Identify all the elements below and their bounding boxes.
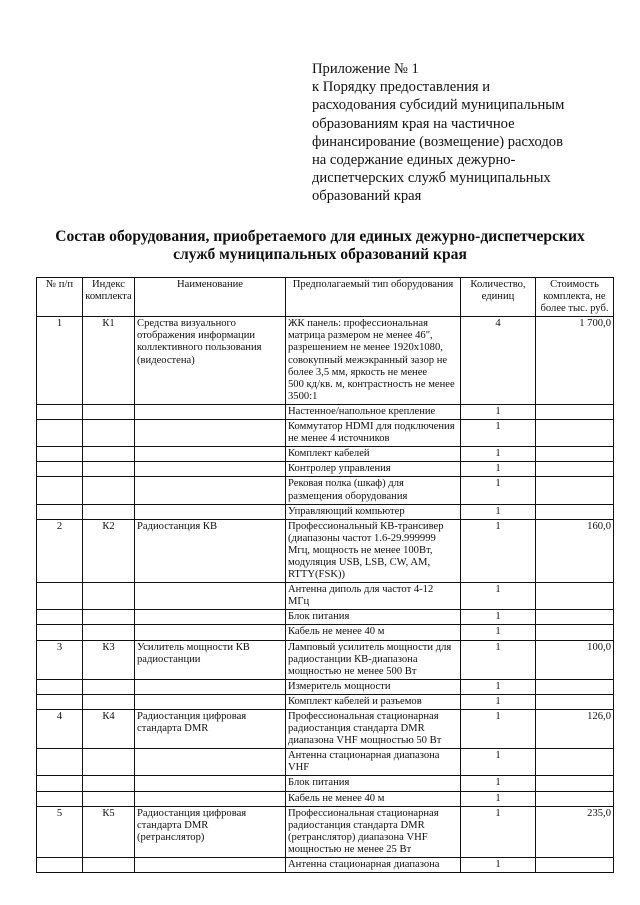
equipment-type: Кабель не менее 40 м [286, 791, 461, 806]
appendix-line: Приложение № 1 [312, 61, 419, 77]
set-name: Средства визуального отображения информации коллективного пользования (видеостена) [135, 317, 286, 405]
set-index-spacer [83, 504, 135, 519]
set-index-spacer [83, 694, 135, 709]
table-row [37, 447, 614, 462]
set-name-spacer [135, 462, 286, 477]
appendix-line: образованиям края на частичное [312, 115, 515, 132]
equipment-type: ЖК панель: профессиональная матрица размером не менее 46", разрешением не менее 1920х1080, совокупный межэкранный зазор не более 3,5 мм, яркость не менее 500 кд/кв. м, контрастность не менее 3500:1 [286, 317, 461, 405]
equipment-type: Кабель не менее 40 м [286, 625, 461, 640]
equipment-qty: 1 [461, 519, 536, 582]
set-cost-spacer [536, 625, 614, 640]
equipment-type: Антенна диполь для частот 4-12 МГц [286, 583, 461, 610]
set-number: 5 [37, 806, 83, 857]
set-index-spacer [83, 404, 135, 419]
set-name: Усилитель мощности КВ радиостанции [135, 640, 286, 679]
set-cost-spacer [536, 420, 614, 447]
set-cost-spacer [536, 477, 614, 504]
set-number-spacer [37, 679, 83, 694]
set-name-spacer [135, 477, 286, 504]
set-cost: 126,0 [536, 710, 614, 749]
table-row [37, 420, 614, 447]
equipment-type: Настенное/напольное крепление [286, 404, 461, 419]
table-body [37, 317, 614, 873]
set-number: 2 [37, 519, 83, 582]
header-num: № п/п [37, 278, 83, 317]
set-cost-spacer [536, 776, 614, 791]
set-index: К1 [83, 317, 135, 405]
table-row [37, 679, 614, 694]
set-cost-spacer [536, 583, 614, 610]
set-cost-spacer [536, 447, 614, 462]
equipment-type: Профессиональная стационарная радиостанция стандарта DMR (ретранслятор) диапазона VHF мощностью не менее 25 Вт [286, 806, 461, 857]
equipment-qty: 1 [461, 710, 536, 749]
table-header-row [37, 278, 614, 317]
set-cost: 160,0 [536, 519, 614, 582]
set-cost-spacer [536, 694, 614, 709]
set-number: 1 [37, 317, 83, 405]
table-row [37, 640, 614, 679]
equipment-qty: 1 [461, 625, 536, 640]
equipment-qty: 1 [461, 504, 536, 519]
appendix-line: диспетчерских служб муниципальных [312, 170, 551, 187]
set-cost-spacer [536, 791, 614, 806]
header-index: Индекс комплекта [83, 278, 135, 317]
set-name-spacer [135, 610, 286, 625]
appendix-line: финансирование (возмещение) расходов [312, 133, 563, 150]
equipment-type: Комплект кабелей [286, 447, 461, 462]
set-number-spacer [37, 694, 83, 709]
appendix-line: образований края [312, 188, 422, 205]
header-type: Предполагаемый тип оборудования [286, 278, 461, 317]
equipment-qty: 1 [461, 776, 536, 791]
set-index-spacer [83, 583, 135, 610]
set-cost-spacer [536, 749, 614, 776]
appendix-line: к Порядку предоставления и [312, 79, 491, 96]
equipment-qty: 1 [461, 749, 536, 776]
table-row [37, 404, 614, 419]
set-number-spacer [37, 583, 83, 610]
equipment-qty: 1 [461, 694, 536, 709]
set-name-spacer [135, 583, 286, 610]
set-number-spacer [37, 447, 83, 462]
set-name-spacer [135, 420, 286, 447]
table-row [37, 806, 614, 857]
set-index: К5 [83, 806, 135, 857]
set-number-spacer [37, 462, 83, 477]
set-name-spacer [135, 749, 286, 776]
set-index-spacer [83, 858, 135, 873]
table-row [37, 625, 614, 640]
equipment-type: Блок питания [286, 776, 461, 791]
equipment-type: Блок питания [286, 610, 461, 625]
equipment-qty: 1 [461, 583, 536, 610]
set-index: К4 [83, 710, 135, 749]
set-index-spacer [83, 749, 135, 776]
table-row [37, 317, 614, 405]
set-number: 3 [37, 640, 83, 679]
set-number-spacer [37, 610, 83, 625]
set-cost-spacer [536, 858, 614, 873]
set-cost-spacer [536, 404, 614, 419]
header-cost: Стоимость комплекта, не более тыс. руб. [536, 278, 614, 317]
equipment-qty: 1 [461, 791, 536, 806]
equipment-qty: 1 [461, 806, 536, 857]
equipment-type: Антенна стационарная диапазона VHF [286, 749, 461, 776]
equipment-type: Контролер управления [286, 462, 461, 477]
set-cost: 100,0 [536, 640, 614, 679]
equipment-table [36, 277, 614, 873]
equipment-qty: 1 [461, 610, 536, 625]
equipment-qty: 1 [461, 858, 536, 873]
set-cost-spacer [536, 610, 614, 625]
set-cost-spacer [536, 462, 614, 477]
header-qty: Количество, единиц [461, 278, 536, 317]
table-row [37, 519, 614, 582]
appendix-line: на содержание единых дежурно- [312, 152, 516, 169]
set-number-spacer [37, 477, 83, 504]
set-index-spacer [83, 477, 135, 504]
set-index-spacer [83, 610, 135, 625]
set-index-spacer [83, 462, 135, 477]
table-row [37, 583, 614, 610]
equipment-type: Профессиональный КВ-трансивер (диапазоны частот 1.6-29.999999 Мгц, мощность не менее 100Вт, модуляция USB, LSB, CW, AM, RTTY(FSK)) [286, 519, 461, 582]
set-number-spacer [37, 504, 83, 519]
set-cost: 235,0 [536, 806, 614, 857]
set-cost-spacer [536, 679, 614, 694]
set-index-spacer [83, 776, 135, 791]
set-number-spacer [37, 749, 83, 776]
table-row [37, 694, 614, 709]
set-name: Радиостанция цифровая стандарта DMR [135, 710, 286, 749]
header-name: Наименование [135, 278, 286, 317]
set-cost: 1 700,0 [536, 317, 614, 405]
equipment-qty: 4 [461, 317, 536, 405]
set-name-spacer [135, 694, 286, 709]
equipment-type: Комплект кабелей и разъемов [286, 694, 461, 709]
set-index: К3 [83, 640, 135, 679]
set-index-spacer [83, 679, 135, 694]
equipment-type: Профессиональная стационарная радиостанция стандарта DMR диапазона VHF мощностью 50 Вт [286, 710, 461, 749]
table-row [37, 504, 614, 519]
table-row [37, 858, 614, 873]
equipment-qty: 1 [461, 477, 536, 504]
equipment-type: Антенна стационарная диапазона [286, 858, 461, 873]
set-number-spacer [37, 625, 83, 640]
table-row [37, 462, 614, 477]
set-number-spacer [37, 776, 83, 791]
set-name-spacer [135, 679, 286, 694]
set-name: Радиостанция цифровая стандарта DMR (ретранслятор) [135, 806, 286, 857]
set-index-spacer [83, 420, 135, 447]
title-line-1: Состав оборудования, приобретаемого для единых дежурно-диспетчерских [55, 228, 585, 245]
equipment-qty: 1 [461, 640, 536, 679]
table-row [37, 791, 614, 806]
table-row [37, 776, 614, 791]
equipment-type: Измеритель мощности [286, 679, 461, 694]
equipment-type: Коммутатор HDMI для подключения не менее 4 источников [286, 420, 461, 447]
equipment-qty: 1 [461, 447, 536, 462]
set-name-spacer [135, 791, 286, 806]
set-cost-spacer [536, 504, 614, 519]
set-index: К2 [83, 519, 135, 582]
equipment-type: Рековая полка (шкаф) для размещения оборудования [286, 477, 461, 504]
set-name-spacer [135, 404, 286, 419]
equipment-type: Ламповый усилитель мощности для радиостанции КВ-диапазона мощностью не менее 500 Вт [286, 640, 461, 679]
set-name-spacer [135, 447, 286, 462]
set-name-spacer [135, 625, 286, 640]
set-index-spacer [83, 447, 135, 462]
set-number-spacer [37, 858, 83, 873]
equipment-qty: 1 [461, 462, 536, 477]
set-number-spacer [37, 791, 83, 806]
set-index-spacer [83, 625, 135, 640]
set-name-spacer [135, 858, 286, 873]
set-number-spacer [37, 420, 83, 447]
equipment-type: Управляющий компьютер [286, 504, 461, 519]
set-number-spacer [37, 404, 83, 419]
table-row [37, 610, 614, 625]
table-row [37, 477, 614, 504]
set-index-spacer [83, 791, 135, 806]
table-row [37, 710, 614, 749]
set-name: Радиостанция КВ [135, 519, 286, 582]
title-line-2: служб муниципальных образований края [173, 246, 467, 263]
set-number: 4 [37, 710, 83, 749]
equipment-qty: 1 [461, 420, 536, 447]
equipment-qty: 1 [461, 404, 536, 419]
table-row [37, 749, 614, 776]
document-title [0, 228, 640, 264]
appendix-header [312, 60, 622, 206]
set-name-spacer [135, 504, 286, 519]
equipment-qty: 1 [461, 679, 536, 694]
set-name-spacer [135, 776, 286, 791]
appendix-line: расходования субсидий муниципальным [312, 97, 565, 114]
